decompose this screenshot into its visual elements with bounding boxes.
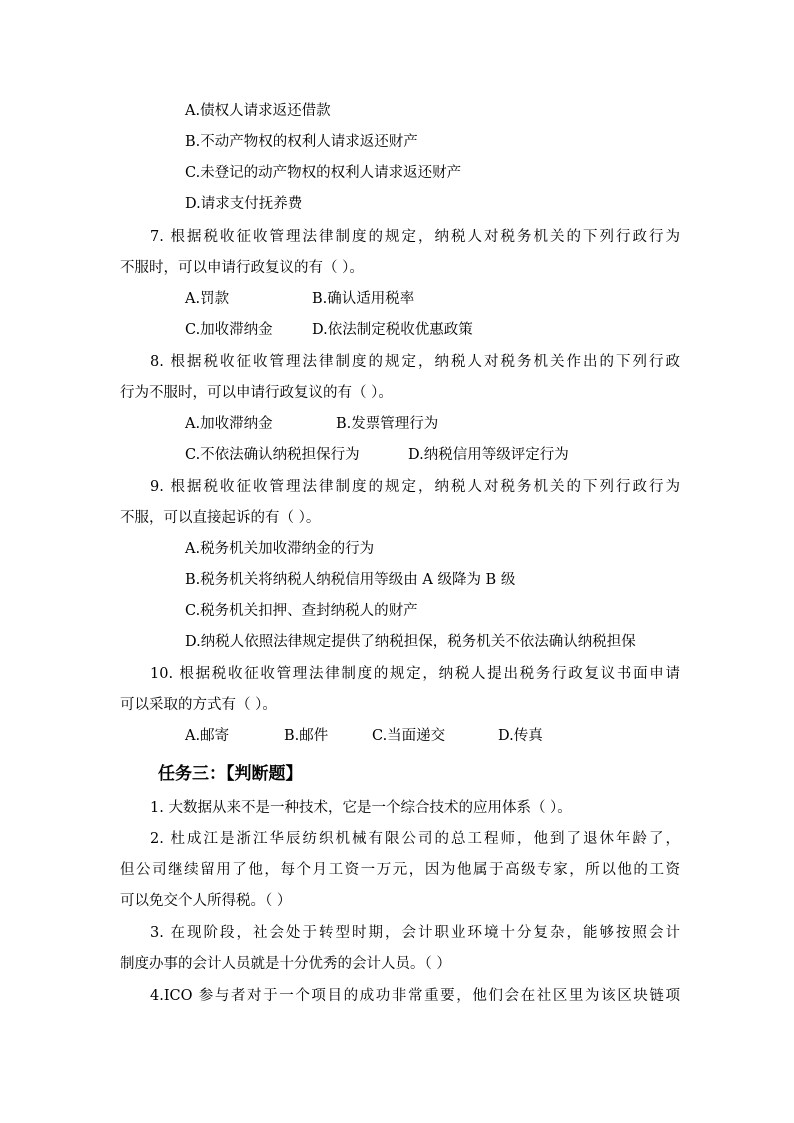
q9-option-a: A.税务机关加收滞纳金的行为 [185,541,375,557]
q9-option-b: B.税务机关将纳税人纳税信用等级由 A 级降为 B 级 [185,572,516,588]
question-10-line-2: 可以采取的方式有（ ）。 [120,697,277,713]
judgment-1: 1. 大数据从来不是一种技术，它是一个综合技术的应用体系（ ）。 [150,800,572,816]
question-8-line-2: 行为不服时，可以申请行政复议的有（ ）。 [120,385,393,401]
q10-option-c: C.当面递交 [372,728,446,744]
q6-option-d: D.请求支付抚养费 [185,196,303,212]
q7-option-c: C.加收滞纳金 [185,322,273,338]
judgment-2-line-1: 2. 杜成江是浙江华辰纺织机械有限公司的总工程师，他到了退休年龄了， [150,831,680,847]
judgment-4-line-1: 4.ICO 参与者对于一个项目的成功非常重要，他们会在社区里为该区块链项 [150,988,680,1004]
judgment-2-line-2: 但公司继续留用了他，每个月工资一万元，因为他属于高级专家，所以他的工资 [120,862,680,878]
judgment-3-line-1: 3. 在现阶段，社会处于转型时期，会计职业环境十分复杂，能够按照会计 [150,925,680,941]
q10-option-d: D.传真 [498,728,543,744]
question-7-line-1: 7. 根据税收征收管理法律制度的规定，纳税人对税务机关的下列行政行为 [150,229,680,245]
question-9-line-1: 9. 根据税收征收管理法律制度的规定，纳税人对税务机关的下列行政行为 [150,479,680,495]
q6-option-a: A.债权人请求返还借款 [185,103,331,119]
q9-option-d: D.纳税人依照法律规定提供了纳税担保，税务机关不依法确认纳税担保 [185,634,636,650]
judgment-2-line-3: 可以免交个人所得税。（ ） [120,893,292,909]
question-7-line-2: 不服时，可以申请行政复议的有（ ）。 [120,260,364,276]
judgment-3-line-2: 制度办事的会计人员就是十分优秀的会计人员。（ ） [120,956,451,972]
q10-option-a: A.邮寄 [185,728,230,744]
q7-option-a: A.罚款 [185,291,230,307]
q8-option-c: C.不依法确认纳税担保行为 [185,447,360,463]
q10-option-b: B.邮件 [284,728,329,744]
q6-option-b: B.不动产物权的权利人请求返还财产 [185,134,418,150]
question-10-line-1: 10. 根据税收征收管理法律制度的规定，纳税人提出税务行政复议书面申请 [150,666,680,682]
question-9-line-2: 不服，可以直接起诉的有（ ）。 [120,510,321,526]
q7-option-d: D.依法制定税收优惠政策 [312,322,473,338]
section-heading: 任务三：【判断题】 [158,764,303,784]
question-8-line-1: 8. 根据税收征收管理法律制度的规定，纳税人对税务机关作出的下列行政 [150,354,680,370]
q9-option-c: C.税务机关扣押、查封纳税人的财产 [185,603,418,619]
q8-option-a: A.加收滞纳金 [185,416,273,432]
q7-option-b: B.确认适用税率 [312,291,415,307]
q6-option-c: C.未登记的动产物权的权利人请求返还财产 [185,165,462,181]
q8-option-b: B.发票管理行为 [336,416,439,432]
q8-option-d: D.纳税信用等级评定行为 [408,447,569,463]
